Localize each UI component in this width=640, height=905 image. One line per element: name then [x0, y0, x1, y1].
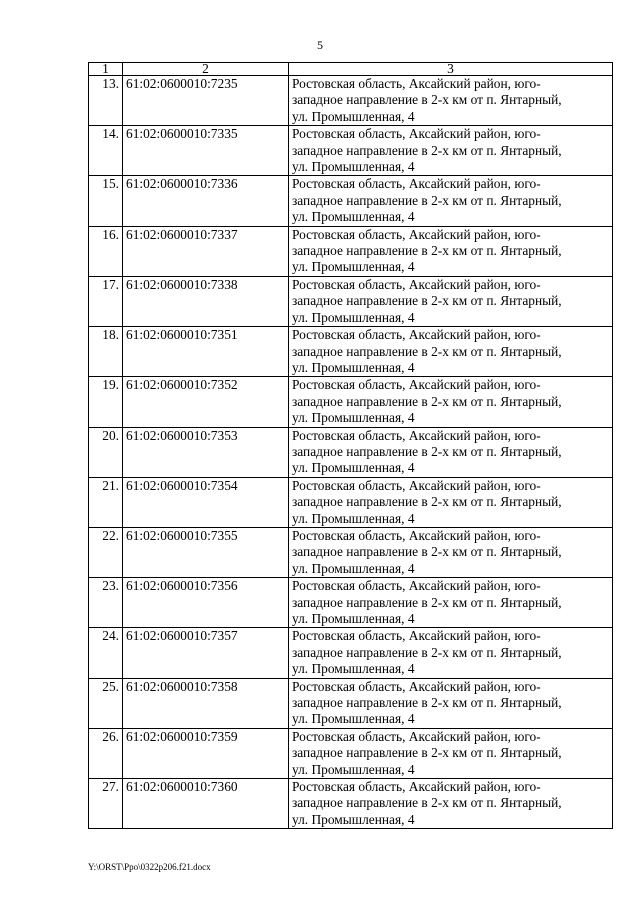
address-cell: [289, 76, 613, 126]
row-number: 20.: [89, 427, 123, 477]
address-cell: [289, 728, 613, 778]
table-row: [89, 377, 613, 427]
table-row: [89, 678, 613, 728]
row-number: 13.: [89, 76, 123, 126]
cadastral-number: 61:02:0600010:7338: [123, 276, 289, 326]
row-number: 16.: [89, 226, 123, 276]
row-number: 23.: [89, 578, 123, 628]
address-line: Ростовская область, Аксайский район, юго-: [292, 628, 541, 644]
address-line: ул. Промышленная, 4: [292, 811, 415, 827]
row-number: 18.: [89, 327, 123, 377]
address-line: ул. Промышленная, 4: [292, 259, 415, 275]
address-line: Ростовская область, Аксайский район, юго-: [292, 527, 541, 543]
address-cell: [289, 628, 613, 678]
address-cell: [289, 477, 613, 527]
address-cell: [289, 276, 613, 326]
row-number: 21.: [89, 477, 123, 527]
address-cell: [289, 176, 613, 226]
address-line: западное направление в 2-х км от п. Янтарный,: [292, 494, 562, 510]
cadastral-number: 61:02:0600010:7360: [123, 779, 289, 829]
cadastral-number: 61:02:0600010:7235: [123, 76, 289, 126]
row-number: 14.: [89, 126, 123, 176]
table-row: [89, 628, 613, 678]
row-number: 24.: [89, 628, 123, 678]
address-line: западное направление в 2-х км от п. Янтарный,: [292, 343, 562, 359]
address-line: ул. Промышленная, 4: [292, 711, 415, 727]
address-line: Ростовская область, Аксайский район, юго-: [292, 126, 541, 142]
row-number: 15.: [89, 176, 123, 226]
address-line: западное направление в 2-х км от п. Янтарный,: [292, 192, 562, 208]
address-cell: [289, 327, 613, 377]
address-line: западное направление в 2-х км от п. Янтарный,: [292, 243, 562, 259]
cadastral-number: 61:02:0600010:7354: [123, 477, 289, 527]
table-row: [89, 779, 613, 829]
table-row: [89, 427, 613, 477]
address-line: Ростовская область, Аксайский район, юго-: [292, 779, 541, 795]
address-cell: [289, 226, 613, 276]
address-line: ул. Промышленная, 4: [292, 359, 415, 375]
footer-file-path: Y:\ORST\Ppo\0322p206.f21.docx: [88, 862, 211, 872]
address-line: западное направление в 2-х км от п. Янтарный,: [292, 795, 562, 811]
address-line: западное направление в 2-х км от п. Янтарный,: [292, 695, 562, 711]
row-number: 17.: [89, 276, 123, 326]
address-line: ул. Промышленная, 4: [292, 460, 415, 476]
address-line: ул. Промышленная, 4: [292, 209, 415, 225]
address-line: Ростовская область, Аксайский район, юго-: [292, 327, 541, 343]
cadastral-table: [88, 62, 613, 829]
cadastral-number: 61:02:0600010:7358: [123, 678, 289, 728]
cadastral-number: 61:02:0600010:7335: [123, 126, 289, 176]
column-header-address: 3: [289, 63, 613, 76]
cadastral-number: 61:02:0600010:7351: [123, 327, 289, 377]
row-number: 19.: [89, 377, 123, 427]
address-cell: [289, 126, 613, 176]
table-row: [89, 276, 613, 326]
cadastral-number: 61:02:0600010:7355: [123, 527, 289, 577]
table-row: [89, 327, 613, 377]
address-line: западное направление в 2-х км от п. Янтарный,: [292, 443, 562, 459]
address-line: Ростовская область, Аксайский район, юго-: [292, 276, 541, 292]
address-line: Ростовская область, Аксайский район, юго-: [292, 578, 541, 594]
address-line: Ростовская область, Аксайский район, юго-: [292, 76, 541, 91]
address-line: западное направление в 2-х км от п. Янтарный,: [292, 594, 562, 610]
address-line: западное направление в 2-х км от п. Янтарный,: [292, 644, 562, 660]
address-line: ул. Промышленная, 4: [292, 661, 415, 677]
address-cell: [289, 527, 613, 577]
address-line: Ростовская область, Аксайский район, юго-: [292, 377, 541, 393]
address-line: западное направление в 2-х км от п. Янтарный,: [292, 293, 562, 309]
table-row: [89, 76, 613, 126]
address-line: западное направление в 2-х км от п. Янтарный,: [292, 393, 562, 409]
address-cell: [289, 377, 613, 427]
row-number: 22.: [89, 527, 123, 577]
table-header-row: [89, 63, 613, 76]
address-line: Ростовская область, Аксайский район, юго-: [292, 477, 541, 493]
page-number: 5: [317, 38, 323, 52]
address-line: ул. Промышленная, 4: [292, 108, 415, 124]
cadastral-number: 61:02:0600010:7357: [123, 628, 289, 678]
address-line: ул. Промышленная, 4: [292, 560, 415, 576]
address-cell: [289, 678, 613, 728]
address-line: ул. Промышленная, 4: [292, 761, 415, 777]
row-number: 25.: [89, 678, 123, 728]
cadastral-number: 61:02:0600010:7352: [123, 377, 289, 427]
address-line: Ростовская область, Аксайский район, юго-: [292, 176, 541, 192]
address-line: ул. Промышленная, 4: [292, 510, 415, 526]
row-number: 26.: [89, 728, 123, 778]
table-row: [89, 176, 613, 226]
address-line: западное направление в 2-х км от п. Янтарный,: [292, 745, 562, 761]
address-line: Ростовская область, Аксайский район, юго-: [292, 678, 541, 694]
cadastral-number: 61:02:0600010:7356: [123, 578, 289, 628]
row-number: 27.: [89, 779, 123, 829]
column-header-cadastral: 2: [123, 63, 289, 76]
address-line: Ростовская область, Аксайский район, юго-: [292, 728, 541, 744]
table-row: [89, 527, 613, 577]
address-line: западное направление в 2-х км от п. Янтарный,: [292, 142, 562, 158]
address-cell: [289, 779, 613, 829]
address-cell: [289, 578, 613, 628]
table-row: [89, 578, 613, 628]
cadastral-number: 61:02:0600010:7337: [123, 226, 289, 276]
table-row: [89, 477, 613, 527]
address-line: западное направление в 2-х км от п. Янтарный,: [292, 92, 562, 108]
address-line: Ростовская область, Аксайский район, юго-: [292, 226, 541, 242]
address-line: ул. Промышленная, 4: [292, 410, 415, 426]
address-line: западное направление в 2-х км от п. Янтарный,: [292, 544, 562, 560]
address-line: ул. Промышленная, 4: [292, 309, 415, 325]
cadastral-number: 61:02:0600010:7353: [123, 427, 289, 477]
cadastral-number: 61:02:0600010:7336: [123, 176, 289, 226]
address-line: Ростовская область, Аксайский район, юго-: [292, 427, 541, 443]
address-line: ул. Промышленная, 4: [292, 611, 415, 626]
table-row: [89, 728, 613, 778]
table-row: [89, 126, 613, 176]
address-cell: [289, 427, 613, 477]
address-line: ул. Промышленная, 4: [292, 159, 415, 175]
cadastral-number: 61:02:0600010:7359: [123, 728, 289, 778]
table-row: [89, 226, 613, 276]
column-header-number: 1: [89, 63, 123, 76]
